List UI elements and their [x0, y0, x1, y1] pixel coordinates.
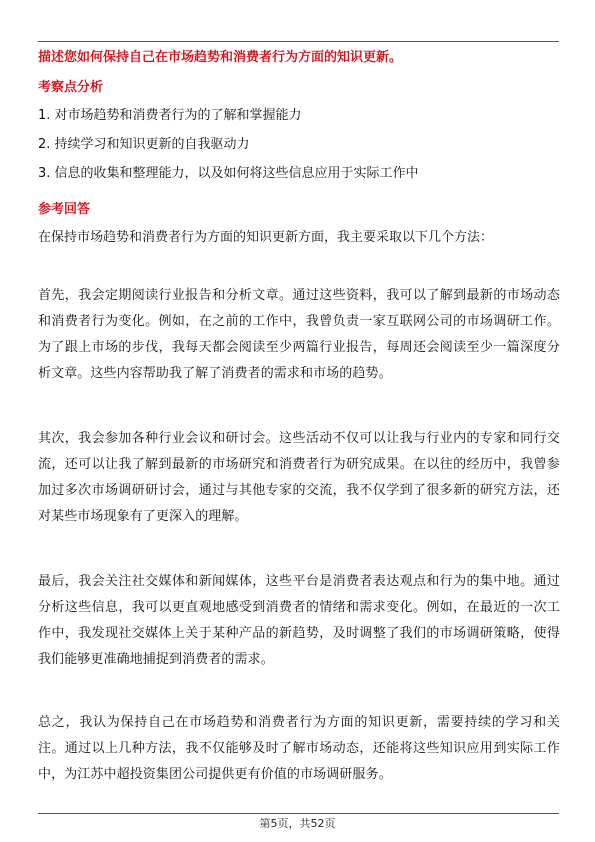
- answer-paragraph-4: 总之，我认为保持自己在市场趋势和消费者行为方面的知识更新，需要持续的学习和关注。通过以上几种方法，我不仅能够及时了解市场动态，还能将这些知识应用到实际工作中，为江苏中超投资集团公司提供更有价值的市场调研服务。: [38, 715, 560, 782]
- header-rule: [38, 41, 559, 42]
- analysis-heading: 考察点分析: [38, 80, 104, 95]
- answer-heading: 参考回答: [38, 202, 91, 217]
- footer-rule: [38, 813, 559, 814]
- analysis-item-1: 1. 对市场趋势和消费者行为的了解和掌握能力: [38, 108, 302, 123]
- answer-paragraph-2: 其次，我会参加各种行业会议和研讨会。这些活动不仅可以让我与行业内的专家和同行交流，还可以让我了解到最新的市场研究和消费者行为研究成果。在以往的经历中，我曾参加过多次市场调研研讨会，通过与其他专家的交流，我不仅学到了很多新的研究方法，还对某些市场现象有了更深入的理解。: [38, 431, 560, 524]
- answer-paragraph-3: 最后，我会关注社交媒体和新闻媒体，这些平台是消费者表达观点和行为的集中地。通过分析这些信息，我可以更直观地感受到消费者的情绪和需求变化。例如，在最近的一次工作中，我发现社交媒体上关于某种产品的新趋势，及时调整了我们的市场调研策略，使得我们能够更准确地捕捉到消费者的需求。: [38, 574, 560, 667]
- answer-paragraph-1: 首先，我会定期阅读行业报告和分析文章。通过这些资料，我可以了解到最新的市场动态和消费者行为变化。例如，在之前的工作中，我曾负责一家互联网公司的市场调研工作。为了跟上市场的步伐，我每天都会阅读至少两篇行业报告，每周还会阅读至少一篇深度分析文章。这些内容帮助我了解了消费者的需求和市场的趋势。: [38, 288, 560, 381]
- answer-intro: 在保持市场趋势和消费者行为方面的知识更新方面，我主要采取以下几个方法：: [38, 230, 494, 245]
- page-number: 第5页，共52页: [259, 817, 336, 830]
- analysis-item-3: 3. 信息的收集和整理能力，以及如何将这些信息应用于实际工作中: [38, 166, 419, 181]
- question-title: 描述您如何保持自己在市场趋势和消费者行为方面的知识更新。: [38, 50, 403, 65]
- analysis-item-2: 2. 持续学习和知识更新的自我驱动力: [38, 137, 250, 152]
